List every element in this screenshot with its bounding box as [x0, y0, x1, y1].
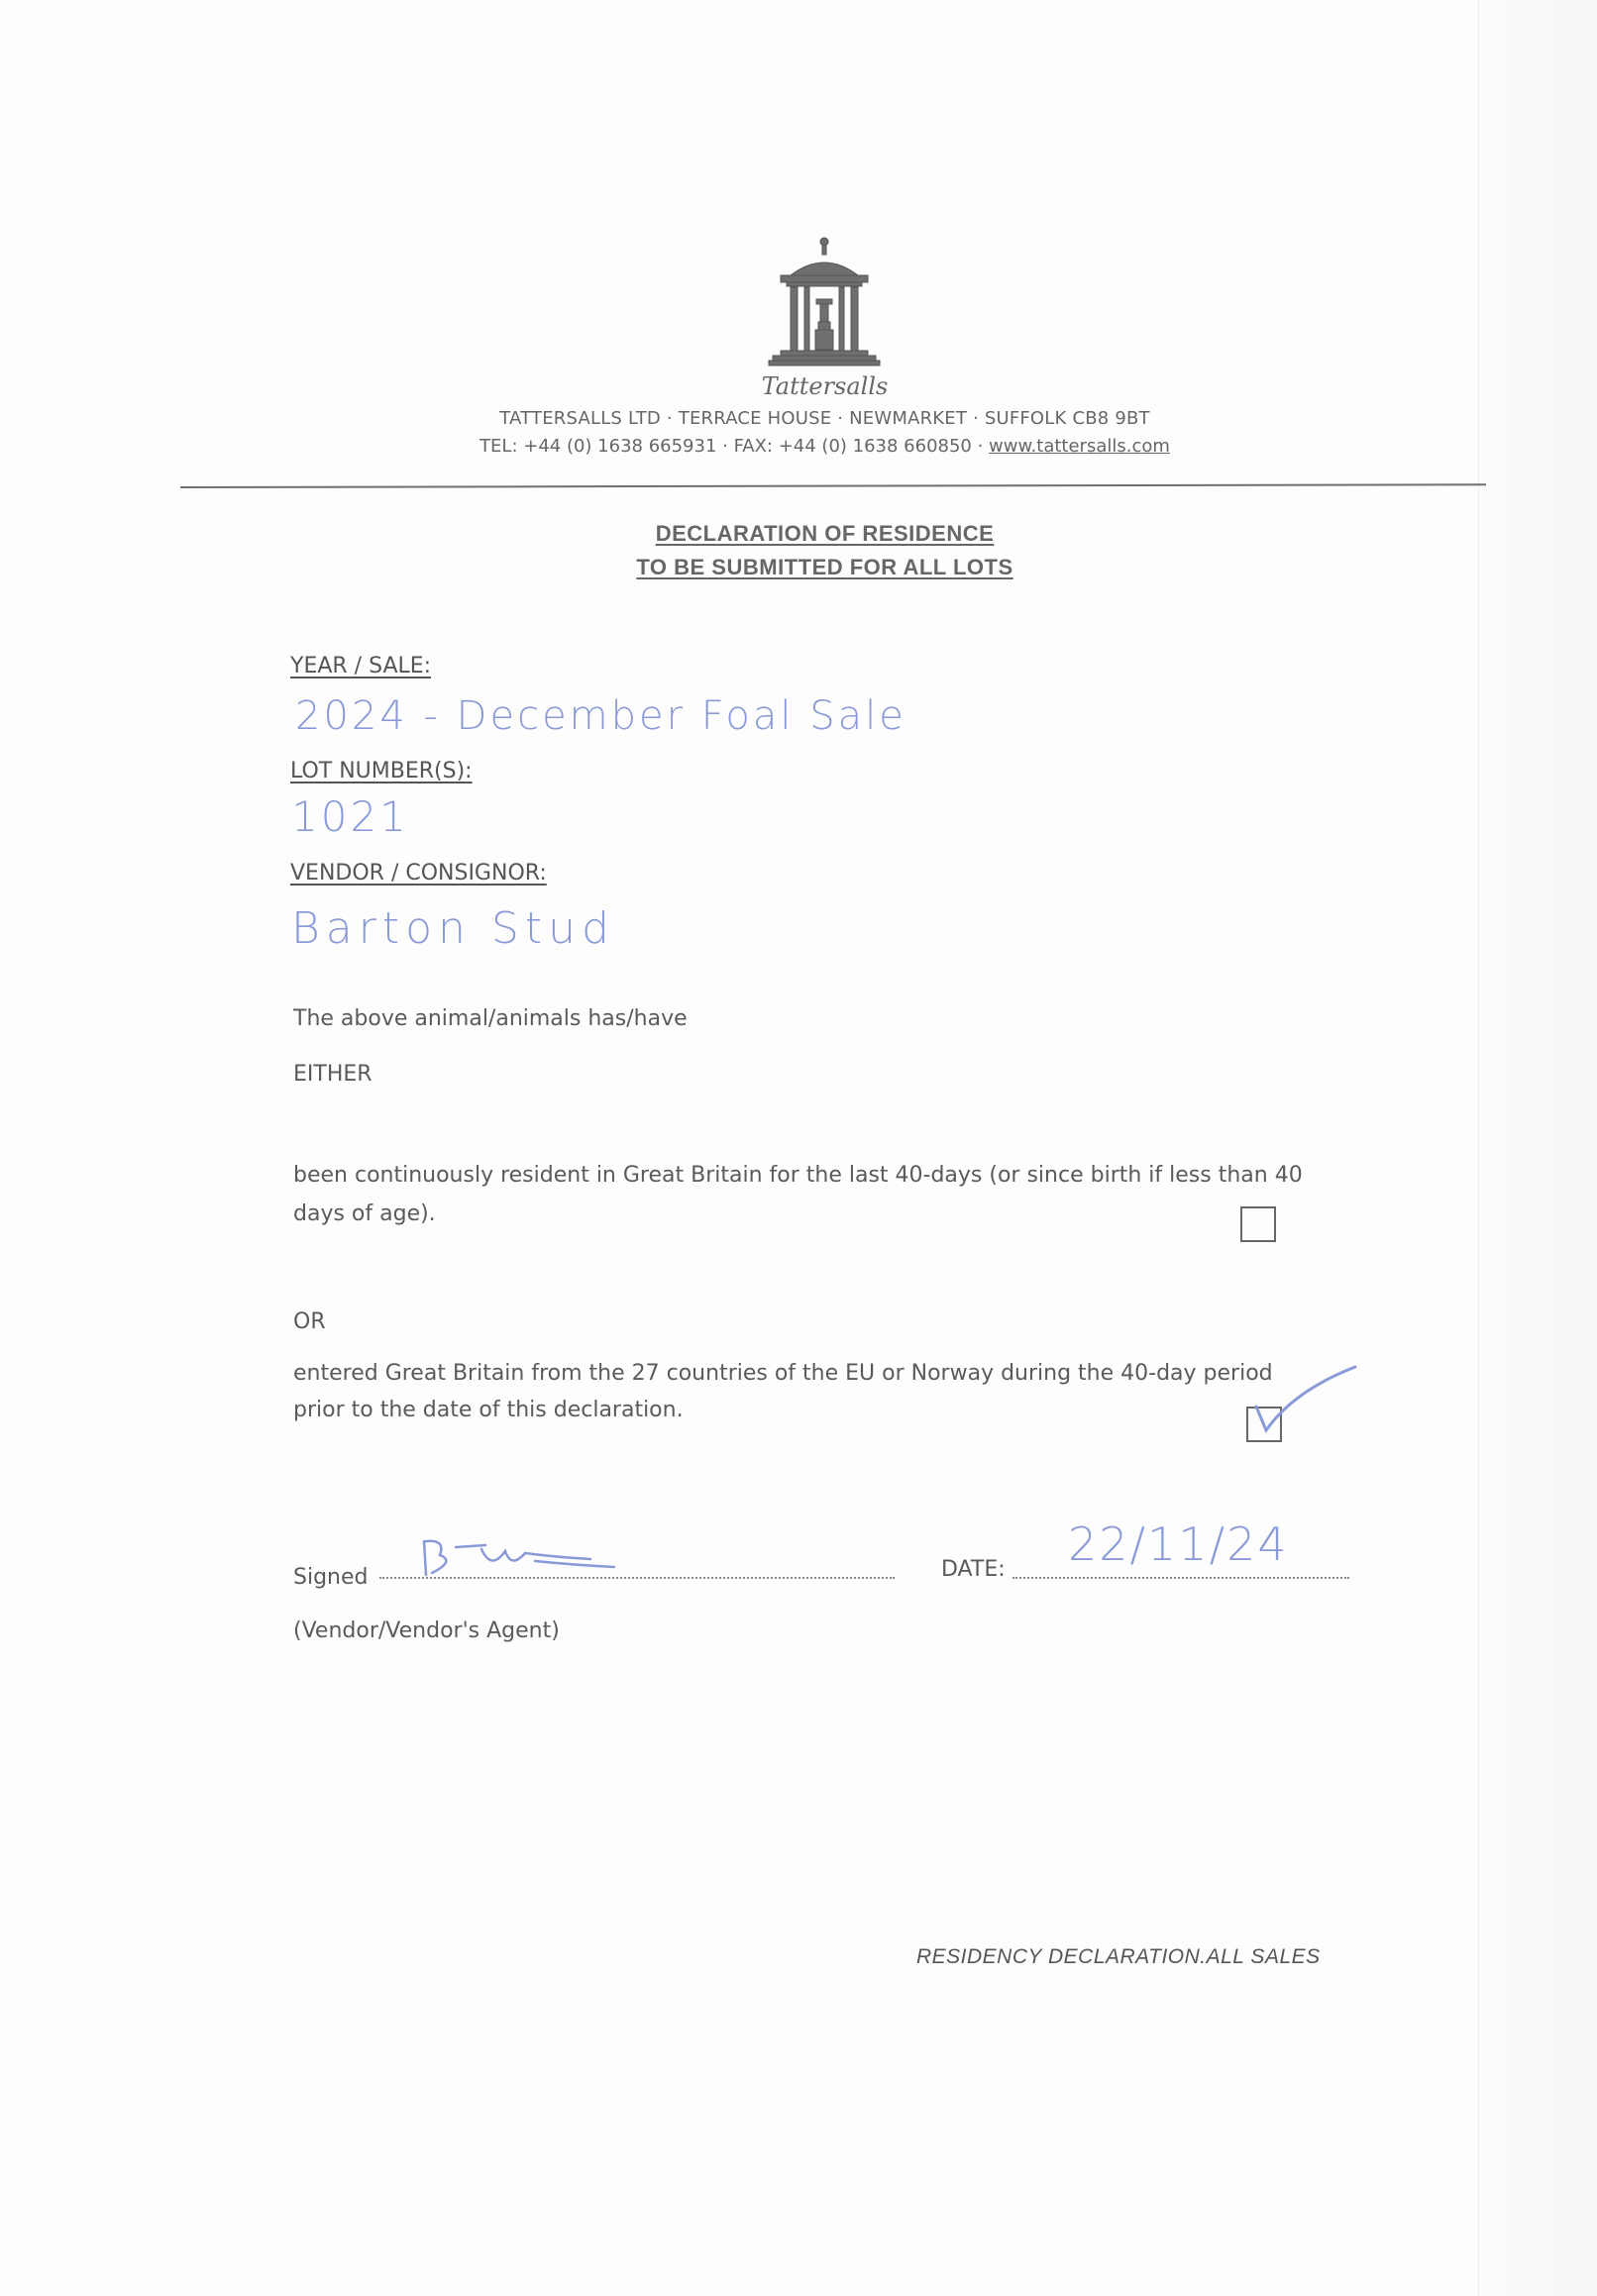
lot-number-label: LOT NUMBER(S):: [290, 759, 473, 783]
checkmark-icon: [1244, 1363, 1363, 1442]
tattersalls-dome-icon: [767, 236, 882, 370]
intro-text: The above animal/animals has/have: [293, 1006, 688, 1031]
handwritten-signature: [416, 1535, 624, 1585]
company-address: TATTERSALLS LTD · TERRACE HOUSE · NEWMARKET · SUFFOLK CB8 9BT: [499, 408, 1150, 429]
signed-label: Signed: [293, 1565, 369, 1590]
date-value[interactable]: 22/11/24: [1068, 1517, 1289, 1571]
option-2-line-2: prior to the date of this declaration.: [293, 1398, 684, 1422]
date-label: DATE:: [941, 1557, 1006, 1582]
company-name: Tattersalls: [761, 372, 889, 400]
title-line-1: DECLARATION OF RESIDENCE: [655, 521, 995, 546]
year-sale-label: YEAR / SALE:: [290, 654, 432, 678]
signer-role: (Vendor/Vendor's Agent): [293, 1618, 560, 1643]
option-1-line-2: days of age).: [293, 1201, 436, 1226]
year-sale-value[interactable]: 2024 - December Foal Sale: [295, 693, 906, 739]
option-1-checkbox[interactable]: [1240, 1206, 1276, 1242]
vendor-value[interactable]: Barton Stud: [291, 903, 615, 954]
form-reference: RESIDENCY DECLARATION.ALL SALES: [916, 1945, 1321, 1968]
header-divider: [180, 483, 1486, 488]
company-contact: [0, 436, 1597, 457]
page-edge: [1478, 0, 1597, 2296]
lot-number-value[interactable]: 1021: [291, 792, 409, 841]
option-1-line-1: been continuously resident in Great Britain for the last 40-days (or since birth if less than 40: [293, 1163, 1303, 1188]
date-line[interactable]: [1012, 1577, 1349, 1579]
either-label: EITHER: [293, 1062, 373, 1087]
vendor-label: VENDOR / CONSIGNOR:: [290, 861, 547, 886]
contact-numbers: TEL: +44 (0) 1638 665931 · FAX: +44 (0) 1638 660850 ·: [479, 436, 990, 457]
document-title: [0, 517, 1597, 584]
title-line-2: TO BE SUBMITTED FOR ALL LOTS: [636, 555, 1013, 579]
or-label: OR: [293, 1309, 326, 1334]
website-link[interactable]: www.tattersalls.com: [989, 436, 1170, 457]
option-2-line-1: entered Great Britain from the 27 countries of the EU or Norway during the 40-day period: [293, 1361, 1273, 1386]
